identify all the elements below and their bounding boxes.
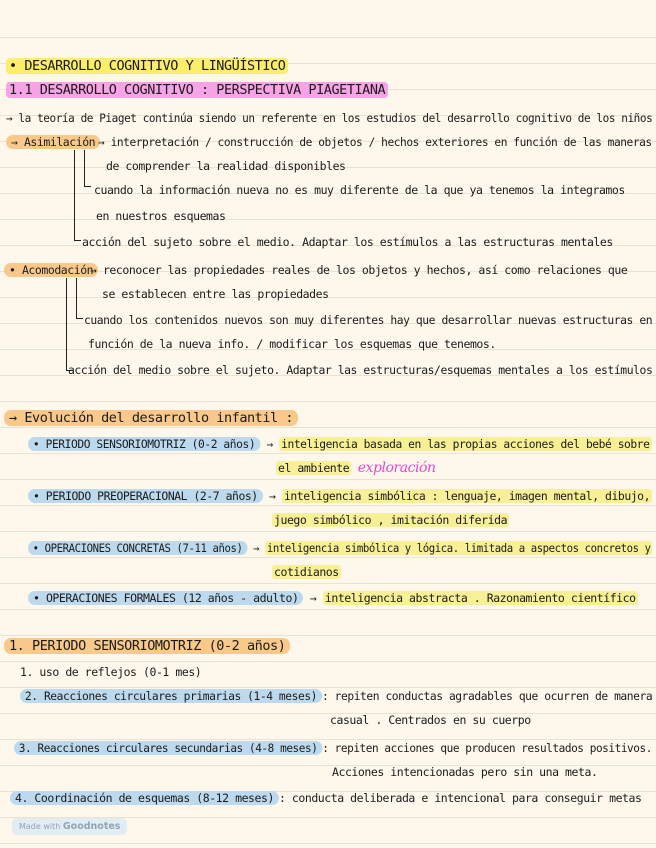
exploracion-annotation: exploración xyxy=(357,460,436,476)
period-preoperacional: • PERIODO PREOPERACIONAL (2-7 años) → inteligencia simbólica : lenguaje, imagen mental, dibujo, xyxy=(28,488,652,505)
asimilacion-note: acción del sujeto sobre el medio. Adaptar los estímulos a las estructuras mentales xyxy=(82,235,613,249)
asimilacion-label: → Asimilación xyxy=(6,134,100,151)
bracket-line xyxy=(76,278,83,319)
period-operaciones-concretas: • OPERACIONES CONCRETAS (7-11 años) → inteligencia simbólica y lógica. limitada a aspectos concretos y xyxy=(28,540,652,557)
section-heading-2: 1. PERIODO SENSORIOMOTRIZ (0-2 años) xyxy=(4,638,290,655)
stage-item: 2. Reacciones circulares primarias (1-4 meses) : repiten conductas agradables que ocurren de manera xyxy=(20,688,652,705)
stage-item-cont: Acciones intencionadas pero sin una meta. xyxy=(332,765,598,779)
asimilacion-note-cont: en nuestros esquemas xyxy=(96,209,226,223)
acomodacion-note: cuando los contenidos nuevos son muy diferentes hay que desarrollar nuevas estructuras en xyxy=(84,313,653,327)
period-operaciones-concretas-cont: cotidianos xyxy=(274,565,339,579)
intro-text: → la teoría de Piaget continúa siendo un referente en los estudios del desarrollo cognitivo de los niños xyxy=(6,111,653,125)
goodnotes-watermark: Made with Goodnotes xyxy=(12,818,127,835)
page-title: • DESARROLLO COGNITIVO Y LINGÜÍSTICO xyxy=(6,58,288,75)
section-heading-1: 1.1 DESARROLLO COGNITIVO : PERSPECTIVA PIAGETIANA xyxy=(6,82,388,99)
period-preoperacional-cont: juego simbólico , imitación diferida xyxy=(274,513,508,527)
acomodacion-note-cont: función de la nueva info. / modificar los esquemas que tenemos. xyxy=(88,337,496,351)
bracket-line xyxy=(74,150,81,241)
acomodacion-note: acción del medio sobre el sujeto. Adaptar las estructuras/esquemas mentales a los estímulos xyxy=(68,363,653,377)
asimilacion-definition-cont: de comprender la realidad disponibles xyxy=(106,159,346,173)
acomodacion-definition-cont: se establecen entre las propiedades xyxy=(102,287,329,301)
period-sensoriomotriz: • PERIODO SENSORIOMOTRIZ (0-2 años) → inteligencia basada en las propias acciones del bebé sobre xyxy=(28,436,651,453)
acomodacion-definition: → reconocer las propiedades reales de los objetos y hechos, así como relaciones que xyxy=(90,263,628,277)
evolucion-heading: → Evolución del desarrollo infantil : xyxy=(4,410,298,427)
period-sensoriomotriz-cont: el ambiente exploración xyxy=(278,460,436,476)
bracket-line xyxy=(66,278,73,371)
stage-item: 3. Reacciones circulares secundarias (4-8 meses) : repiten acciones que producen resultados positivos. xyxy=(14,740,652,757)
asimilacion-definition: → interpretación / construcción de objetos / hechos exteriores en función de las maneras xyxy=(98,135,652,149)
acomodacion-label: • Acomodación xyxy=(4,262,98,279)
period-operaciones-formales: • OPERACIONES FORMALES (12 años - adulto) → inteligencia abstracta . Razonamiento científico xyxy=(28,590,638,607)
stage-item: 1. uso de reflejos (0-1 mes) xyxy=(20,665,202,679)
stage-item-cont: casual . Centrados en su cuerpo xyxy=(330,713,531,727)
bracket-line xyxy=(84,150,91,187)
asimilacion-note: cuando la información nueva no es muy diferente de la que ya tenemos la integramos xyxy=(94,183,625,197)
stage-item: 4. Coordinación de esquemas (8-12 meses) : conducta deliberada e intencional para conseguir metas xyxy=(10,790,641,807)
